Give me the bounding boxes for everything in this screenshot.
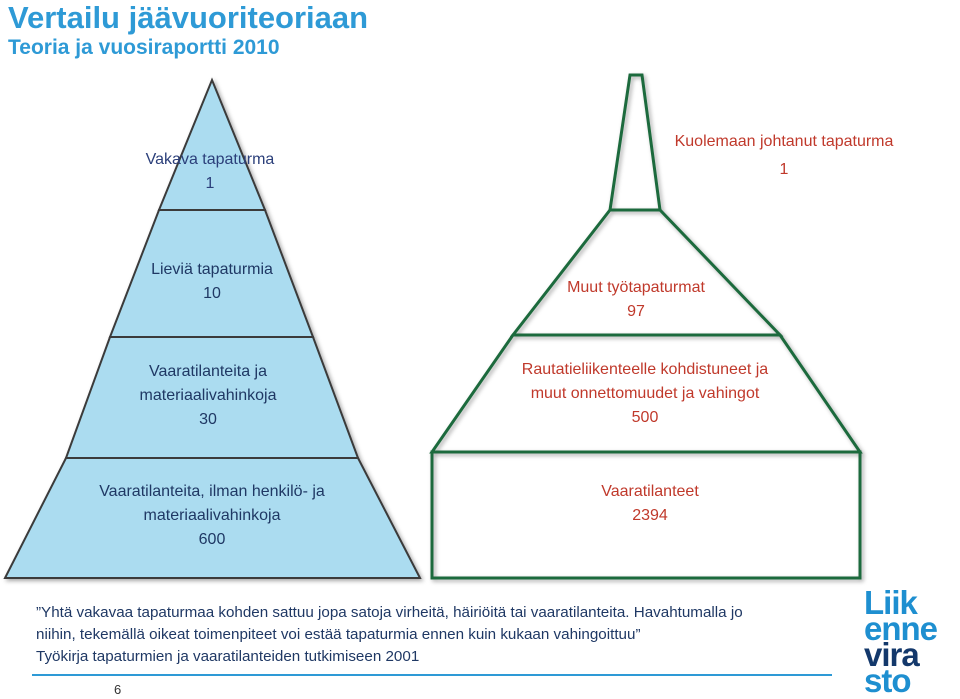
right-level-4-label: Vaaratilanteet 2394	[601, 483, 699, 524]
left-level-1-label: Vakava tapaturma 1	[145, 151, 275, 192]
right-level-1-label: Kuolemaan johtanut tapaturma 1	[674, 133, 894, 178]
page-number: 6	[114, 682, 122, 697]
page-subtitle: Teoria ja vuosiraportti 2010	[8, 36, 280, 59]
left-level-2-label: Lieviä tapaturmia 10	[151, 261, 273, 302]
left-level-4-label: Vaaratilanteita, ilman henkilö- ja materiaalivahinkoja 600	[99, 483, 325, 548]
left-level-3-label: Vaaratilanteita ja materiaalivahinkoja 30	[139, 363, 277, 428]
footer-divider	[32, 674, 832, 676]
page-title: Vertailu jäävuoriteoriaan	[8, 0, 369, 35]
liikennevirasto-logo: Liik enne vira sto	[864, 584, 938, 699]
right-level-2-label: Muut työtapaturmat 97	[567, 279, 705, 320]
right-level-3-label: Rautatieliikenteelle kohdistuneet ja muut onnettomuudet ja vahingot 500	[521, 361, 769, 426]
quote-text: ”Yhtä vakavaa tapaturmaa kohden sattuu jopa satoja virheitä, häiriöitä tai vaaratilanteita. Havahtumalla jo niihin, tekemällä oikeat toimenpiteet voi estää tapaturmia ennen kuin kukaan vahingoittuu” Työkirja tapaturmien ja vaaratilanteiden tutkimiseen 2001	[36, 604, 743, 665]
